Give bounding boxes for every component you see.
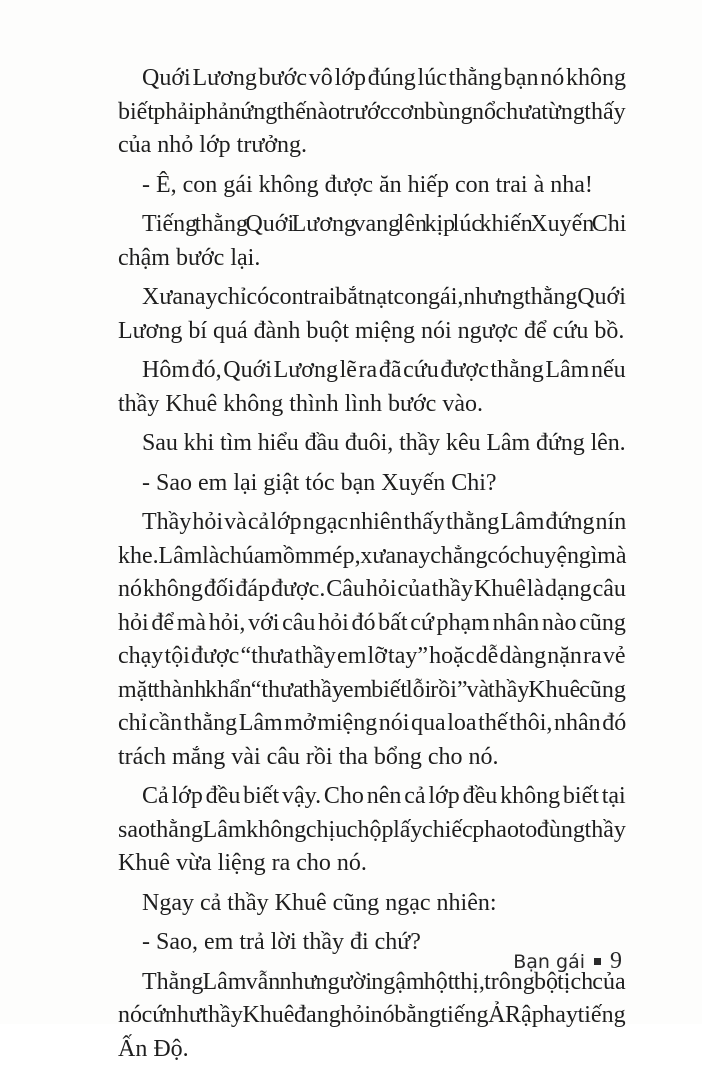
text-line: biết phải phản ứng thế nào trước cơn bùng nổ chưa từng thấy — [118, 98, 626, 125]
text-line: khe. Lâm là chúa mồm mép, xưa nay chẳng có chuyện gì mà — [118, 542, 627, 569]
paragraph — [118, 281, 626, 348]
paragraph — [118, 427, 626, 461]
text-line: Thằng Lâm vẫn như người ngậm hột thị, trông bộ tịch của — [142, 968, 626, 995]
text-line: hỏi để mà hỏi, với câu hỏi đó bất cứ phạm nhân nào cũng — [118, 609, 626, 636]
text-line: Thầy hỏi và cả lớp ngạc nhiên thấy thằng Lâm đứng nín — [142, 509, 627, 535]
paragraph — [118, 169, 626, 203]
page-footer — [513, 948, 622, 975]
text-line: nó cứ như thầy Khuê đang hỏi nó bằng tiếng Ả Rập hay tiếng — [118, 1002, 626, 1028]
paragraph — [118, 887, 626, 921]
paragraph — [118, 966, 626, 1067]
paragraph — [118, 62, 626, 163]
text-line: thầy Khuê không thình lình bước vào. — [118, 390, 483, 417]
text-line: mặt thành khẩn “thưa thầy em biết lỗi rồi” và thầy Khuê cũng — [118, 676, 626, 703]
text-line: Khuê vừa liệng ra cho nó. — [118, 850, 367, 876]
paragraph — [118, 354, 626, 421]
text-line: Quới Lương bước vô lớp đúng lúc thằng bạn nó không — [142, 65, 627, 91]
text-line: trách mắng vài câu rồi tha bổng cho nó. — [118, 743, 499, 770]
paragraph — [118, 467, 626, 501]
text-line: Ngay cả thầy Khuê cũng ngạc nhiên: — [142, 889, 497, 916]
text-line: Cả lớp đều biết vậy. Cho nên cả lớp đều không biết tại — [142, 783, 626, 809]
text-line: chỉ cần thằng Lâm mở miệng nói qua loa thế thôi, nhân đó — [118, 710, 627, 736]
text-line: chậm bước lại. — [118, 244, 261, 271]
text-line: - Sao em lại giật tóc bạn Xuyến Chi? — [142, 469, 497, 496]
text-line: Lương bí quá đành buột miệng nói ngược để cứu bồ. — [118, 317, 625, 344]
text-line: - Sao, em trả lời thầy đi chứ? — [142, 929, 421, 955]
body-text — [118, 62, 626, 1072]
text-line: sao thằng Lâm không chịu chộp lấy chiếc phao to đùng thầy — [118, 816, 626, 843]
text-line: của nhỏ lớp trưởng. — [118, 132, 308, 158]
text-line: Hôm đó, Quới Lương lẽ ra đã cứu được thằng Lâm nếu — [142, 357, 626, 383]
paragraph — [118, 506, 626, 774]
footer-bullet-icon — [594, 958, 601, 965]
text-line: chạy tội được “thưa thầy em lỡ tay” hoặc dễ dàng nặn ra vẻ — [118, 643, 626, 669]
text-line: Tiếng thằng Quới Lương vang lên kịp lúc khiến Xuyến Chi — [142, 211, 627, 237]
text-line: - Ê, con gái không được ăn hiếp con trai à nha! — [142, 171, 593, 198]
text-line: Ấn Độ. — [118, 1035, 189, 1062]
paragraph — [118, 780, 626, 881]
text-line: nó không đối đáp được. Câu hỏi của thầy Khuê là dạng câu — [118, 576, 626, 602]
running-title: Bạn gái — [513, 950, 585, 973]
page-number: 9 — [610, 948, 622, 974]
text-line: Xưa nay chỉ có con trai bắt nạt con gái, nhưng thằng Quới — [142, 284, 626, 310]
text-line: Sau khi tìm hiểu đầu đuôi, thầy kêu Lâm đứng lên. — [142, 430, 626, 456]
paragraph — [118, 208, 626, 275]
